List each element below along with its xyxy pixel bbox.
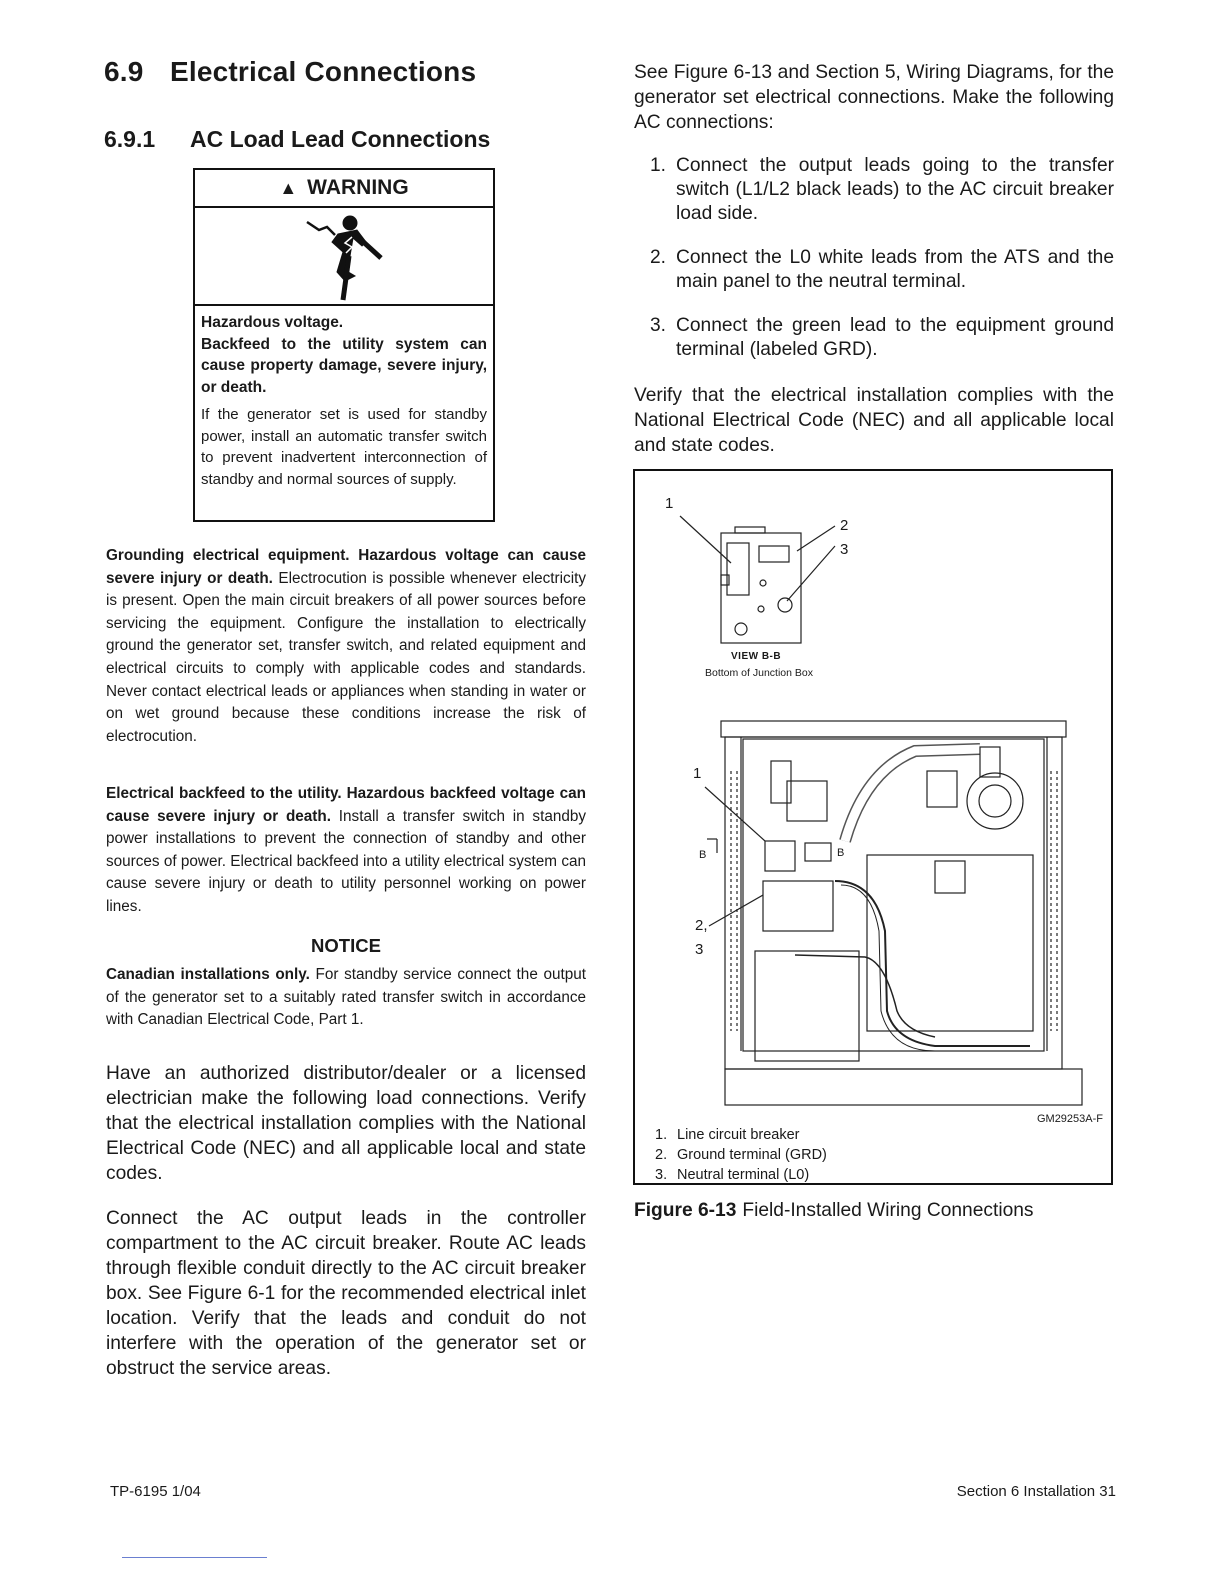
callout-1: 1 <box>665 495 674 512</box>
figure-caption: Figure 6-13 Field-Installed Wiring Connections <box>634 1200 1034 1221</box>
section-marker-b-right: B <box>837 847 845 859</box>
figure-legend <box>655 1125 827 1185</box>
figure-6-13 <box>633 469 1113 1185</box>
see-figure-paragraph: See Figure 6-13 and Section 5, Wiring Diagrams, for the generator set electrical connections. Make the following AC connections: <box>634 62 1114 133</box>
callout-3: 3 <box>840 541 849 558</box>
legend-item: 3. Neutral terminal (L0) <box>655 1167 810 1183</box>
connection-steps <box>634 154 1114 382</box>
scan-artifact-line <box>122 1557 267 1558</box>
step-item: 1. Connect the output leads going to the transfer switch (L1/L2 black leads) to the AC circuit breaker load side. <box>650 155 1114 224</box>
step-item: 3. Connect the green lead to the equipment ground terminal (labeled GRD). <box>650 315 1114 360</box>
warning-header: ▲ WARNING <box>195 170 493 208</box>
ac-output-paragraph: Connect the AC output leads in the controller compartment to the AC circuit breaker. Route AC leads through flexible conduit directly to the AC circuit breaker box. See Figure 6-1 for the recommended electrical inlet location. Verify that the leads and conduit do not interfere with the operation of the generator set or obstruct the service areas. <box>106 1208 586 1379</box>
callout-1-main: 1 <box>693 765 702 782</box>
load-connections-paragraph: Have an authorized distributor/dealer or a licensed electrician make the following load connections. Verify that the electrical installation complies with the National Electrical Code (NEC) and all applicable local and state codes. <box>106 1063 586 1184</box>
footer-section-page: Section 6 Installation 31 <box>956 1483 1116 1500</box>
legend-item: 1. Line circuit breaker <box>655 1127 800 1143</box>
notice-paragraph: Canadian installations only. For standby service connect the output of the generator set to a suitably rated transfer switch in accordance with Canadian Electrical Code, Part 1. <box>106 966 586 1029</box>
callout-2-main: 2, <box>695 917 708 934</box>
warning-body-text: If the generator set is used for standby power, install an automatic transfer switch to prevent inadvertent interconnection of standby and normal sources of supply. <box>201 406 487 488</box>
step-item: 2. Connect the L0 white leads from the ATS and the main panel to the neutral terminal. <box>650 247 1114 292</box>
section-heading: 6.9 Electrical Connections <box>104 56 477 87</box>
notice-heading: NOTICE <box>311 935 381 956</box>
warning-box <box>193 168 495 522</box>
callout-2: 2 <box>840 517 849 534</box>
drawing-number: GM29253A-F <box>1036 1113 1103 1125</box>
callout-3-main: 3 <box>695 941 704 958</box>
warning-triangle-icon: ▲ <box>279 178 298 198</box>
verify-paragraph: Verify that the electrical installation complies with the National Electrical Code (NEC) and all applicable local and state codes. <box>634 385 1114 456</box>
section-marker-b-left: B <box>699 849 707 861</box>
electrocution-hazard-icon <box>195 208 493 306</box>
legend-item: 2. Ground terminal (GRD) <box>655 1147 827 1163</box>
wiring-diagram <box>635 471 1111 1183</box>
backfeed-paragraph: Electrical backfeed to the utility. Hazardous backfeed voltage can cause severe injury or death. Install a transfer switch in standby power installations to prevent the connection of standby and other sources of power. Electrical backfeed into a utility electrical system can cause severe injury or death to utility personnel working on power lines. <box>106 785 587 915</box>
warning-bold-text: Hazardous voltage. Backfeed to the utility system can cause property damage, severe injury, or death. <box>201 314 487 396</box>
view-label: VIEW B-B <box>731 651 782 662</box>
subsection-heading: 6.9.1 AC Load Lead Connections <box>104 126 491 152</box>
view-sublabel: Bottom of Junction Box <box>705 667 813 679</box>
grounding-paragraph: Grounding electrical equipment. Hazardous voltage can cause severe injury or death. Electrocution is possible whenever electricity is present. Open the main circuit breakers of all power sources before servicing the equipment. Configure the installation to electrically ground the generator set, transfer switch, and related equipment and electrical circuits to comply with applicable codes and standards. Never contact electrical leads or appliances when standing in water or on wet ground because these conditions increase the risk of electrocution. <box>106 547 586 745</box>
footer-doc-number: TP-6195 1/04 <box>110 1483 201 1500</box>
